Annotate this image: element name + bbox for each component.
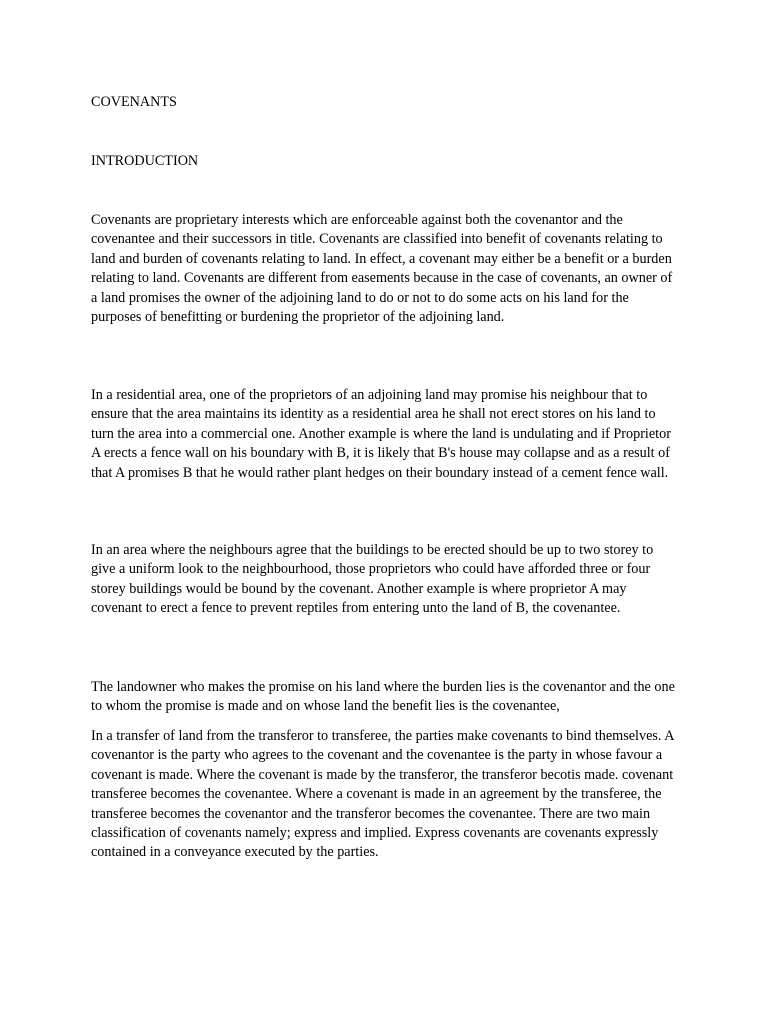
paragraph-transfer-of-land: In a transfer of land from the transferor to transferee, the parties make covenants to bind themselves. A covenantor is the party who agrees to the covenant and the covenantee is the party in whose favour a covenant is made. Where the covenant is made by the transferor, the transferor becotis made. covenant transferee becomes the covenantee. Where a covenant is made in an agreement by the transferee, the transferee becomes the covenantor and the transferor becomes the covenantee. There are two main classification of covenants namely; express and implied. Express covenants are covenants expressly contained in a conveyance executed by the parties.: [91, 728, 674, 861]
paragraph-residential-example: In a residential area, one of the proprietors of an adjoining land may promise his neighbour that to ensure that the area maintains its identity as a residential area he shall not erect stores on his land to turn the area into a commercial one. Another example is where the land is undulating and if Proprietor A erects a fence wall on his boundary with B, it is likely that B's house may collapse and as a result of that A promises B that he would rather plant hedges on their boundary instead of a cement fence wall.: [91, 387, 671, 481]
paragraph-covenantor-definition: The landowner who makes the promise on his land where the burden lies is the covenantor and the one to whom the promise is made and on whose land the benefit lies is the covenantee,: [91, 679, 675, 715]
document-title: COVENANTS: [91, 94, 177, 110]
paragraph-storey-example: In an area where the neighbours agree that the buildings to be erected should be up to two storey to give a uniform look to the neighbourhood, those proprietors who could have afforded three or four storey buildings would be bound by the covenant. Another example is where proprietor A may covenant to erect a fence to prevent reptiles from entering unto the land of B, the covenantee.: [91, 542, 654, 617]
paragraph-definition: Covenants are proprietary interests which are enforceable against both the covenantor and the covenantee and their successors in title. Covenants are classified into benefit of covenants relating to land and burden of covenants relating to land. In effect, a covenant may either be a benefit or a burden relating to land. Covenants are different from easements because in the case of covenants, an owner of a land promises the owner of the adjoining land to do or not to do some acts on his land for the purposes of benefitting or burdening the proprietor of the adjoining land.: [91, 212, 673, 326]
section-heading-introduction: INTRODUCTION: [91, 153, 199, 169]
